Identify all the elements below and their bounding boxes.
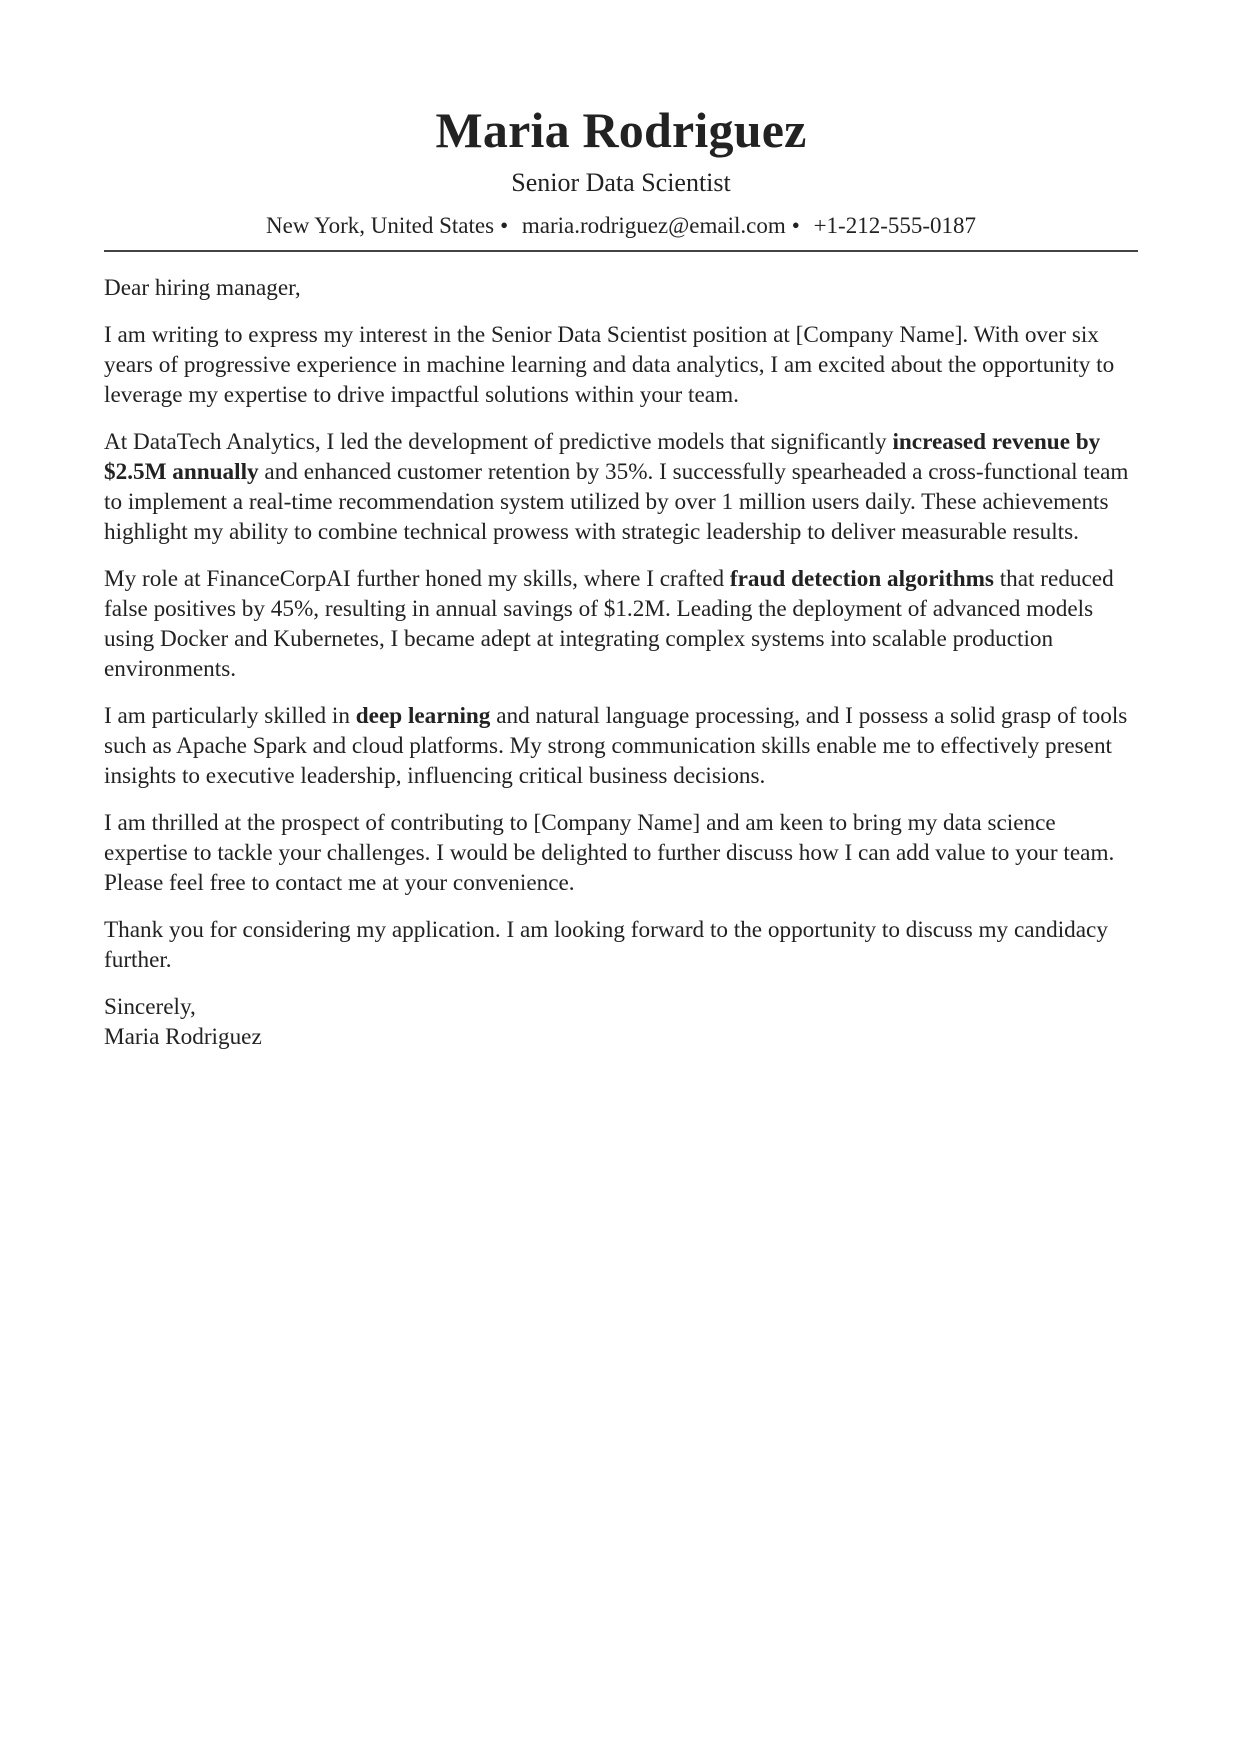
paragraph — [104, 564, 1138, 684]
highlight-text: fraud detection algorithms — [729, 566, 994, 592]
highlight-text: deep learning — [355, 703, 491, 729]
cover-letter-page — [104, 0, 1138, 1052]
paragraph-text: I am writing to express my interest in the Senior Data Scientist position at [Company Name]. With over six years of progressive experience in machine learning and data analytics, I am excited about the opportunity to leverage my expertise to drive impactful solutions within your team. — [104, 322, 1115, 408]
paragraph-text: I am particularly skilled in — [104, 703, 356, 729]
paragraph — [104, 427, 1138, 547]
letter-header — [104, 0, 1138, 252]
bullet-separator-icon: • — [500, 213, 509, 238]
paragraph-text: I am thrilled at the prospect of contributing to [Company Name] and am keen to bring my data science expertise to tackle your challenges. I would be delighted to further discuss how I can add value to your team. Please feel free to contact me at your convenience. — [104, 810, 1115, 896]
paragraph-text: Thank you for considering my application. I am looking forward to the opportunity to discuss my candidacy further. — [104, 917, 1108, 973]
paragraph-text: and enhanced customer retention by 35%. I successfully spearheaded a cross-functional team to implement a real-time recommendation system utilized by over 1 million users daily. These achievements highlight my ability to combine technical prowess with strategic leadership to deliver measurable results. — [104, 459, 1129, 545]
paragraph-text: My role at FinanceCorpAI further honed my skills, where I crafted — [104, 566, 730, 592]
paragraph — [104, 320, 1138, 410]
paragraph — [104, 701, 1138, 791]
contact-location: New York, United States — [265, 213, 495, 238]
paragraph-text: that reduced false positives by 45%, resulting in annual savings of $1.2M. Leading the deployment of advanced models using Docker and Kubernetes, I became adept at integrating complex systems into scalable production environments. — [104, 566, 1114, 682]
contact-line — [104, 212, 1138, 240]
bullet-separator-icon: • — [791, 213, 800, 238]
paragraph — [104, 915, 1138, 975]
letter-body — [104, 273, 1138, 1052]
paragraph-text: and natural language processing, and I possess a solid grasp of tools such as Apache Spark and cloud platforms. My strong communication skills enable me to effectively present insights to executive leadership, influencing critical business decisions. — [104, 703, 1128, 789]
header-divider — [104, 250, 1138, 252]
salutation: Dear hiring manager, — [104, 275, 301, 301]
applicant-name: Maria Rodriguez — [435, 102, 807, 158]
highlight-text: increased revenue by $2.5M annually — [104, 429, 1101, 485]
paragraph-text: At DataTech Analytics, I led the development of predictive models that significantly — [104, 429, 893, 455]
contact-email: maria.rodriguez@email.com — [521, 213, 786, 238]
contact-phone: +1-212-555-0187 — [813, 213, 977, 238]
signature-name: Maria Rodriguez — [104, 1024, 262, 1050]
paragraph — [104, 808, 1138, 898]
applicant-title: Senior Data Scientist — [511, 168, 731, 197]
closing-phrase: Sincerely, — [104, 994, 196, 1020]
closing-block — [104, 992, 1138, 1052]
